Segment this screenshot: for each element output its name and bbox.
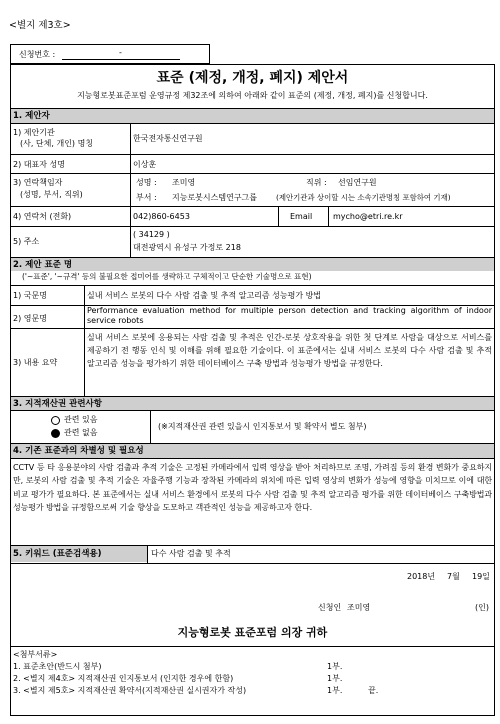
org-label: 1) 제안기관 xyxy=(13,128,55,137)
radio-related-no-label: 관련 없음 xyxy=(64,428,98,437)
attachments-heading: <첨부서류> xyxy=(13,650,58,659)
summary-value[interactable]: 실내 서비스 로봇에 응용되는 사람 검출 및 추적은 인간-로봇 상호작용을 위한 첫 단계로 사람을 대상으로 서비스를 제공하기 전 행동 인식 및 이해를 위해 필요한 기술이다. 이 표준에서는 실내 서비스 로봇의 다수 사람 검출 및 추적 알고리즘 성능을 평가하기 위한 데이터베이스 구축 방법과 성능평가 방법을 규정한다. xyxy=(87,333,492,368)
page-subtitle: 지능형로봇표준포럼 운영규정 제32조에 의하여 아래와 같이 표준의 (제정, 개정, 폐지)를 신청합니다. xyxy=(77,91,428,100)
form-frame xyxy=(10,64,495,716)
org-label-sub: (사, 단체, 개인) 명칭 xyxy=(20,139,94,148)
contact-dept-label: 부서 : xyxy=(136,193,157,202)
contact-position-label: 직위 : xyxy=(306,178,327,187)
radio-related-no[interactable] xyxy=(51,429,60,438)
radio-related-yes[interactable] xyxy=(51,416,60,425)
attachment-item: 2. <별지 제4호> 지적재산권 인지통보서 (인지한 경우에 한함) xyxy=(13,674,234,683)
radio-related-yes-label: 관련 있음 xyxy=(64,415,98,424)
application-no-value: - xyxy=(119,48,122,57)
date-day: 19일 xyxy=(472,572,490,581)
attachment-count: 1부. xyxy=(327,674,343,683)
application-no-label: 신청번호 : xyxy=(19,50,56,59)
korean-name-value[interactable]: 실내 서비스 로봇의 다수 사람 검출 및 추적 알고리즘 성능평가 방법 xyxy=(87,291,322,300)
email-value[interactable]: mycho@etri.re.kr xyxy=(333,212,403,221)
section1-heading: 1. 제안자 xyxy=(13,111,50,121)
seal-mark: (인) xyxy=(475,603,489,612)
section4-heading: 4. 기존 표준과의 차별성 및 필요성 xyxy=(13,446,144,456)
org-value[interactable]: 한국전자통신연구원 xyxy=(133,134,203,143)
contact-position-value[interactable]: 선임연구원 xyxy=(338,178,377,187)
applicant-label: 신청인 xyxy=(318,603,342,612)
zip-value[interactable]: ( 34129 ) xyxy=(133,230,170,239)
attachment-item: 3. <별지 제5호> 지적재산권 확약서(지적재산권 실시권자가 작성) xyxy=(13,686,247,695)
section2-heading: 2. 제안 표준 명 xyxy=(13,260,73,270)
section3-heading: 3. 지적재산권 관련사항 xyxy=(13,399,102,409)
section2-band xyxy=(11,258,494,271)
section4-body[interactable]: CCTV 등 타 응용분야의 사람 검출과 추적 기술은 고정된 카메라에서 입력 영상을 받아 처리하므로 조명, 가려짐 등의 환경 변화가 중요하지만, 로봇의 사람 검출 및 추적 기술은 자율주행 기능과 장착된 카메라의 위치에 따른 입력 영상의 변화가 성능에 영향을 미치므로 이에 대한 비교 평가가 필요하다. 본 표준에서는 실내 서비스 환경에서 로봇의 다수 사람 검출 및 추적 알고리즘 평가를 위한 데이터베이스 구축방법과 성능평가 방법을 규정함으로써 기술 향상을 도모하고 객관적인 성능을 제공하고자 한다. xyxy=(13,463,492,513)
section2-note: ('~표준', '~규격' 등의 불필요한 접미어를 생략하고 구체적이고 단순한 기술명으로 표현) xyxy=(22,272,312,281)
rep-value[interactable]: 이상훈 xyxy=(133,160,157,169)
summary-label: 3) 내용 요약 xyxy=(13,358,58,367)
application-no-field[interactable] xyxy=(62,59,180,60)
address-value[interactable]: 대전광역시 유성구 가정로 218 xyxy=(133,243,241,252)
contact-name-label: 성명 : xyxy=(136,178,157,187)
english-name-value[interactable]: Performance evaluation method for multiple person detection and tracking algorithm of indoor service robots xyxy=(87,306,492,325)
rep-label: 2) 대표자 성명 xyxy=(13,160,65,169)
attachments-end: 끝. xyxy=(368,686,379,695)
email-label: Email xyxy=(290,212,313,221)
page-title: 표준 (제정, 개정, 폐지) 제안서 xyxy=(156,70,349,86)
contact-label-sub: (성명, 부서, 직위) xyxy=(20,190,83,199)
english-name-label: 2) 영문명 xyxy=(13,314,47,323)
section3-note: (※지적재산권 관련 있을시 인지통보서 및 확약서 별도 첨부) xyxy=(158,422,367,431)
applicant-name[interactable]: 조미영 xyxy=(347,603,371,612)
phone-value[interactable]: 042)860-6453 xyxy=(133,212,190,221)
attachment-count: 1부. xyxy=(327,686,343,695)
recipient-line: 지능형로봇 표준포럼 의장 귀하 xyxy=(177,626,328,639)
address-label: 5) 주소 xyxy=(13,237,40,246)
date-year: 2018년 xyxy=(407,572,436,581)
section1-band xyxy=(11,109,494,123)
attachment-count: 1부. xyxy=(327,662,343,671)
date-month: 7월 xyxy=(447,572,460,581)
korean-name-label: 1) 국문명 xyxy=(13,291,47,300)
contact-dept-note: (제안기관과 상이할 시는 소속기관명칭 포함하여 기재) xyxy=(276,193,451,202)
phone-label: 4) 연락처 (전화) xyxy=(13,212,72,221)
contact-label: 3) 연락책임자 xyxy=(13,178,63,187)
keywords-value[interactable]: 다수 사람 검출 및 추적 xyxy=(151,549,231,558)
section5-heading: 5. 키워드 (표준검색용) xyxy=(13,549,102,559)
attachment-item: 1. 표준초안(반드시 첨부) xyxy=(13,662,102,671)
form-label: <별지 제3호> xyxy=(9,20,71,31)
contact-dept-value[interactable]: 지능로봇시스템연구그룹 xyxy=(172,193,258,202)
contact-name-value[interactable]: 조미영 xyxy=(172,178,196,187)
